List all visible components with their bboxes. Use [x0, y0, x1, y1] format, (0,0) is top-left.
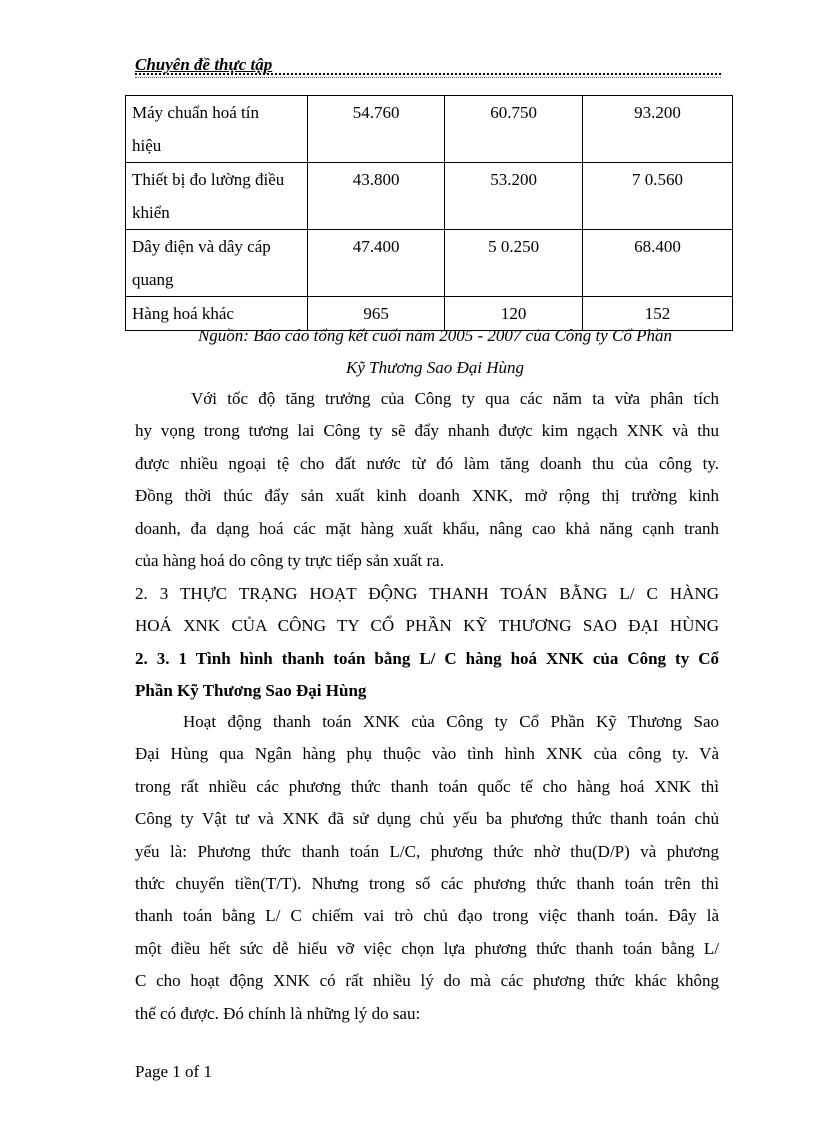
paragraph-line: C cho hoạt động XNK có rất nhiều lý do mà các phương thức khác không [135, 971, 719, 991]
value-2005: 54.760 [307, 96, 445, 163]
table-row [126, 163, 733, 230]
table-row [126, 230, 733, 297]
paragraph-line: thức chuyển tiền(T/T). Nhưng trong số các phương thức thanh toán trên thì [135, 873, 719, 893]
paragraph-line: Đồng thời thúc đẩy sản xuất kinh doanh XNK, mở rộng thị trường kinh [135, 486, 719, 506]
source-line: Nguồn: Báo cáo tổng kết cuối năm 2005 - 2007 của Công ty Cổ Phần [197, 326, 673, 345]
section-heading-line: HOÁ XNK CỦA CÔNG TY CỔ PHẦN KỸ THƯƠNG SAO ĐẠI HÙNG [135, 616, 719, 635]
value-2006: 5 0.250 [445, 230, 583, 297]
section-heading [135, 578, 719, 642]
value-2007: 93.200 [582, 96, 732, 163]
value-2006: 60.750 [445, 96, 583, 163]
value-2005: 965 [307, 297, 445, 331]
source-line: Kỹ Thương Sao Đại Hùng [346, 358, 524, 377]
value-2007: 7 0.560 [582, 163, 732, 230]
header-title: Chuyên đề thực tập [135, 55, 273, 74]
value-2005: 47.400 [307, 230, 445, 297]
paragraph-payment [135, 706, 719, 1030]
value-2005: 43.800 [307, 163, 445, 230]
section-heading-line: 2. 3 THỰC TRẠNG HOẠT ĐỘNG THANH TOÁN BẰNG L/ C HÀNG [135, 584, 719, 603]
header-rule [135, 73, 721, 75]
paragraph-line: Công ty Vật tư và XNK đã sử dụng chủ yếu ba phương thức thanh toán chủ [135, 809, 719, 829]
value-2007: 68.400 [582, 230, 732, 297]
paragraph-line: trong rất nhiều các phương thức thanh toán quốc tế cho hàng hoá XNK thì [135, 776, 719, 796]
page-header [135, 55, 721, 75]
subsection-heading-line: Phần Kỹ Thương Sao Đại Hùng [135, 681, 367, 700]
value-2006: 120 [445, 297, 583, 331]
paragraph-line: một điều hết sức dễ hiểu vỡ việc chọn lựa phương thức thanh toán bằng L/ [135, 938, 719, 958]
row-label: Hàng hoá khác [126, 297, 308, 331]
source-caption [135, 320, 735, 384]
paragraph-line: được nhiều ngoại tệ cho đất nước từ đó làm tăng doanh thu của công ty. [135, 453, 719, 473]
table-row [126, 96, 733, 163]
paragraph-line: thể có được. Đó chính là những lý do sau: [135, 1003, 421, 1023]
page-footer: Page 1 of 1 [135, 1062, 212, 1081]
row-label: Thiết bị đo lường điều khiển [126, 163, 308, 230]
subsection-heading [135, 643, 719, 707]
value-2007: 152 [582, 297, 732, 331]
paragraph-line: Đại Hùng qua Ngân hàng phụ thuộc vào tình hình XNK của công ty. Và [135, 744, 719, 764]
data-table [125, 95, 733, 331]
value-2006: 53.200 [445, 163, 583, 230]
subsection-heading-line: 2. 3. 1 Tình hình thanh toán bằng L/ C hàng hoá XNK của Công ty Cổ [135, 649, 719, 668]
row-label: Máy chuẩn hoá tín hiệu [126, 96, 308, 163]
header-rule-secondary [135, 77, 721, 78]
paragraph-line: hy vọng trong tương lai Công ty sẽ đẩy nhanh được kim ngạch XNK và thu [135, 421, 719, 441]
paragraph-line: doanh, đa dạng hoá các mặt hàng xuất khẩu, nâng cao khả năng cạnh tranh [135, 518, 719, 538]
paragraph-line: yếu là: Phương thức thanh toán L/C, phương thức nhờ thu(D/P) và phương [135, 841, 719, 861]
paragraph-growth [135, 383, 719, 577]
paragraph-line: Với tốc độ tăng trưởng của Công ty qua các năm ta vừa phân tích [191, 389, 719, 408]
paragraph-line: Hoạt động thanh toán XNK của Công ty Cổ Phần Kỹ Thương Sao [183, 712, 719, 731]
row-label: Dây điện và dây cáp quang [126, 230, 308, 297]
paragraph-line: thanh toán bằng L/ C chiếm vai trò chủ đạo trong việc thanh toán. Đây là [135, 906, 719, 926]
paragraph-line: của hàng hoá do công ty trực tiếp sản xuất ra. [135, 550, 444, 570]
